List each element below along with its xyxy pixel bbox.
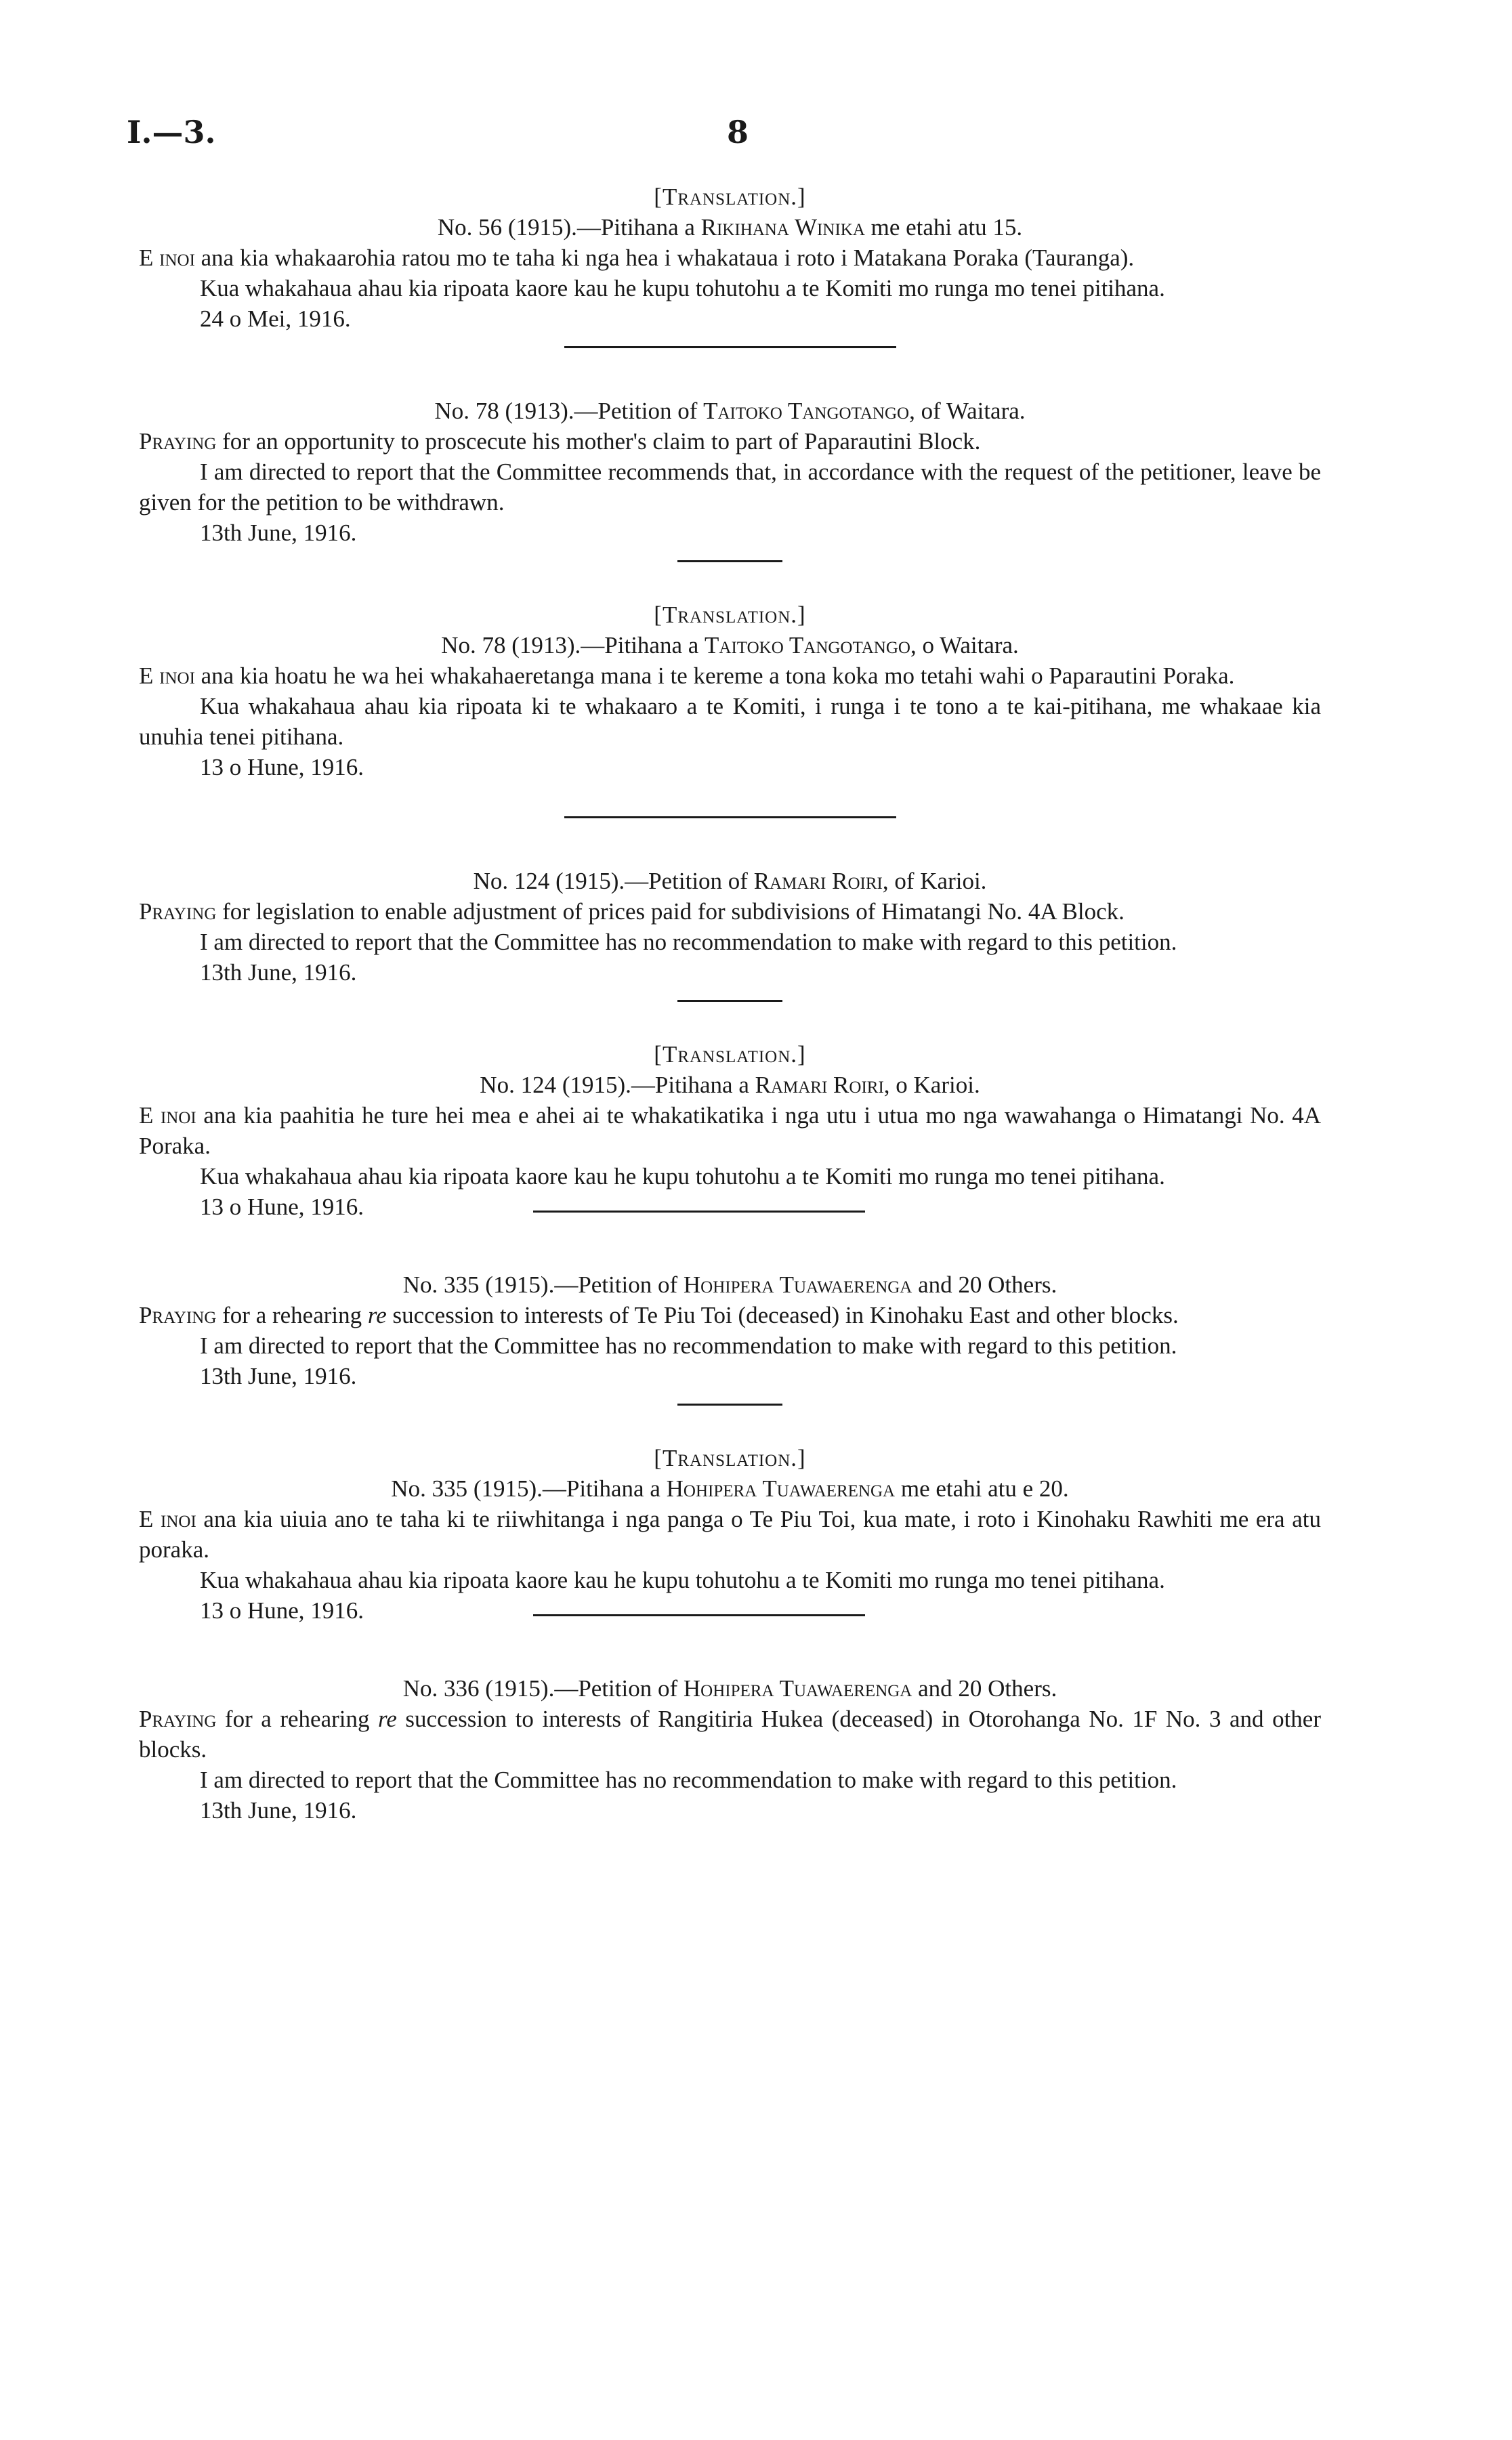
petitioner-name: Hohipera Tuawaerenga [666,1475,896,1502]
translation-heading: [Translation.] [654,1445,806,1471]
petitioner-name: Taitoko Tangotango [705,632,910,658]
report-date: 13th June, 1916. [200,1363,357,1389]
title-prefix: No. 124 (1915).—Pitihana a [480,1072,755,1098]
title-suffix: and 20 Others. [912,1271,1057,1298]
petition-section [139,1673,1321,1826]
report-date: 24 o Mei, 1916. [200,306,351,332]
report-date: 13 o Hune, 1916. [200,1597,364,1624]
report-paragraph: Kua whakahaua ahau kia ripoata kaore kau he kupu tohutohu a te Komiti mo runga mo tenei pitihana. [200,275,1165,301]
prayer-paragraph [139,1704,1321,1765]
prayer-paragraph [139,896,1321,927]
title-suffix: , of Waitara. [909,398,1026,424]
report-paragraph: I am directed to report that the Committee has no recommendation to make with regard to this petition. [200,929,1177,955]
petitioner-name: Hohipera Tuawaerenga [683,1675,912,1702]
date-row [139,303,1321,334]
petition-title [139,212,1321,243]
title-prefix: No. 78 (1913).—Petition of [434,398,704,424]
page-number: 8 [727,114,749,150]
lead-word: E inoi [139,1102,196,1129]
petition-section [139,1269,1321,1406]
petition-title [139,1269,1321,1300]
title-prefix: No. 336 (1915).—Petition of [402,1675,684,1702]
petitioner-name: Ramari Roiri [753,868,883,894]
report-date: 13th June, 1916. [200,959,357,986]
petitioner-name: Hohipera Tuawaerenga [683,1271,912,1298]
prayer-text: ana kia uiuia ano te taha ki te riiwhitanga i nga panga o Te Piu Toi, kua mate, i roto i Kinohaku Rawhiti me era atu poraka. [139,1506,1321,1563]
title-suffix: , of Karioi. [882,868,987,894]
report-paragraph: Kua whakahaua ahau kia ripoata kaore kau he kupu tohutohu a te Komiti mo runga mo tenei pitihana. [200,1163,1165,1190]
prayer-text: for legislation to enable adjustment of prices paid for subdivisions of Himatangi No. 4A Block. [216,898,1125,925]
petition-section [139,182,1321,348]
prayer-text-cont: succession to interests of Rangitiria Hukea (deceased) in Otorohanga No. 1F No. 3 and other blocks. [139,1706,1321,1763]
petitioner-name: Taitoko Tangotango [703,398,910,424]
section-divider [533,1211,865,1213]
prayer-paragraph [139,1504,1321,1565]
petition-title [139,1070,1321,1100]
petition-section [139,600,1321,818]
lead-word: E inoi [139,662,195,689]
report-date: 13th June, 1916. [200,1797,357,1824]
lead-word: Praying [139,1302,217,1328]
prayer-paragraph [139,1300,1321,1330]
petition-title [139,396,1321,426]
lead-word: Praying [139,898,217,925]
title-prefix: No. 78 (1913).—Pitihana a [441,632,705,658]
petitioner-name: Ramari Roiri [755,1072,884,1098]
lead-word: E inoi [139,245,195,271]
translation-heading: [Translation.] [654,184,806,210]
document-reference: I.—3. [127,114,216,150]
petition-section [139,396,1321,562]
report-date: 13 o Hune, 1916. [200,754,364,780]
report-date: 13th June, 1916. [200,520,357,546]
petition-title [139,1473,1321,1504]
report-paragraph: I am directed to report that the Committee recommends that, in accordance with the request of the petitioner, leave be given for the petition to be withdrawn. [139,459,1321,516]
lead-word: Praying [139,428,217,455]
prayer-re: re [367,1302,387,1328]
section-divider [533,1614,865,1616]
page-content [139,182,1321,1826]
lead-word: E inoi [139,1506,196,1532]
prayer-text: for an opportunity to proscecute his mother's claim to part of Paparautini Block. [216,428,981,455]
report-paragraph: Kua whakahaua ahau kia ripoata kaore kau he kupu tohutohu a te Komiti mo runga mo tenei pitihana. [200,1567,1165,1593]
title-suffix: me etahi atu 15. [864,214,1023,240]
prayer-paragraph [139,1100,1321,1161]
prayer-text-cont: succession to interests of Te Piu Toi (deceased) in Kinohaku East and other blocks. [386,1302,1179,1328]
petition-title [139,1673,1321,1704]
translation-heading: [Translation.] [654,602,806,628]
petition-title [139,866,1321,896]
title-suffix: and 20 Others. [912,1675,1057,1702]
title-prefix: No. 335 (1915).—Petition of [402,1271,684,1298]
title-prefix: No. 56 (1915).—Pitihana a [437,214,701,240]
prayer-paragraph [139,426,1321,457]
title-suffix: , o Karioi. [883,1072,980,1098]
report-date: 13 o Hune, 1916. [200,1194,364,1220]
date-row [139,1595,1321,1626]
lead-word: Praying [139,1706,217,1732]
petition-title [139,630,1321,660]
prayer-paragraph [139,243,1321,273]
prayer-text: for a rehearing [216,1302,368,1328]
title-suffix: me etahi atu e 20. [895,1475,1069,1502]
title-prefix: No. 335 (1915).—Pitihana a [391,1475,667,1502]
report-paragraph: Kua whakahaua ahau kia ripoata ki te whakaaro a te Komiti, i runga i te tono a te kai-pitihana, me whakaae kia unuhia tenei pitihana. [139,693,1321,750]
report-paragraph: I am directed to report that the Committee has no recommendation to make with regard to this petition. [200,1332,1177,1359]
petitioner-name: Rikihana Winika [700,214,865,240]
prayer-re: re [378,1706,397,1732]
date-row [139,1192,1321,1222]
prayer-text: ana kia paahitia he ture hei mea e ahei ai te whakatikatika i nga utu i utua mo nga wawahanga o Himatangi No. 4A Poraka. [139,1102,1321,1159]
prayer-paragraph [139,660,1321,691]
petition-section [139,1443,1321,1626]
prayer-text: for a rehearing [216,1706,379,1732]
prayer-text: ana kia hoatu he wa hei whakahaeretanga mana i te kereme a tona koka mo tetahi wahi o Paparautini Poraka. [194,662,1235,689]
title-suffix: , o Waitara. [910,632,1019,658]
report-paragraph: I am directed to report that the Committee has no recommendation to make with regard to this petition. [200,1767,1177,1793]
petition-section [139,866,1321,1002]
prayer-text: ana kia whakaarohia ratou mo te taha ki nga hea i whakataua i roto i Matakana Poraka (Tauranga). [194,245,1135,271]
petition-section [139,1039,1321,1222]
title-prefix: No. 124 (1915).—Petition of [473,868,754,894]
translation-heading: [Translation.] [654,1041,806,1068]
